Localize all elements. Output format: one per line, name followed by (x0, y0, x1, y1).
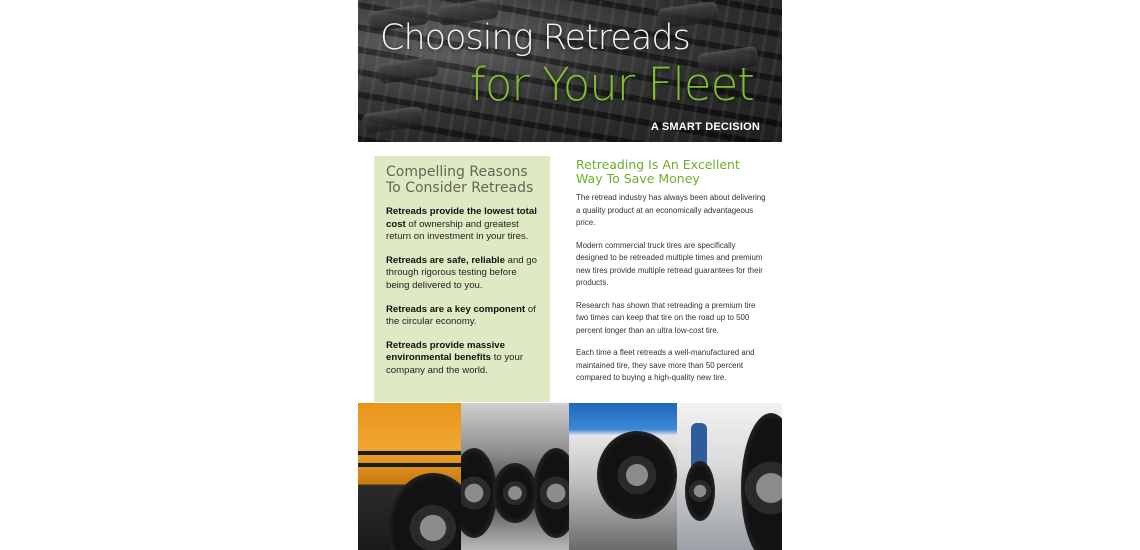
reasons-heading-line-2: To Consider Retreads (386, 180, 534, 196)
reason-bold: Retreads provide massive environmental benefits (386, 339, 505, 364)
tread-block (362, 106, 424, 134)
saving-heading-line-1: Retreading Is An Excellent (576, 157, 740, 172)
reason-text: of ownership and greatest return on investment in your tires. (386, 218, 529, 243)
bus-stripe (358, 463, 461, 467)
reason-bold: Retreads are a key component (386, 303, 526, 315)
bus-stripe (358, 451, 461, 455)
saving-paragraph: The retread industry has always been about delivering a quality product at an economically advantageous price. (576, 193, 766, 227)
brochure-page (358, 0, 782, 550)
saving-paragraph: Each time a fleet retreads a well-manufactured and maintained tire, they save more than 50 percent compared to buying a high-quality new tire. (576, 348, 755, 382)
tire-graphic (741, 413, 782, 550)
reason-item (386, 304, 538, 329)
trailer-tire-photo (569, 403, 677, 550)
reason-item (386, 255, 538, 293)
tire-graphic (597, 431, 677, 519)
reason-text: of the circular economy. (386, 303, 536, 328)
saving-heading-line-2: Way To Save Money (576, 171, 700, 186)
tire-graphic (685, 461, 715, 521)
reason-text: and go through rigorous testing before being delivered to you. (386, 254, 537, 291)
reason-bold: Retreads are safe, reliable (386, 254, 505, 266)
reasons-heading (386, 164, 538, 196)
reasons-heading-line-1: Compelling Reasons (386, 164, 528, 180)
saving-paragraph: Modern commercial truck tires are specifically designed to be retreaded multiple times and premium new tires provide multiple retread guarantees for their products. (576, 240, 763, 287)
saving-paragraph: Research has shown that retreading a premium tire two times can keep that tire on the road up to 500 percent longer than an ultra low-cost tire. (576, 300, 756, 335)
tire-graphic (461, 448, 497, 538)
reason-item (386, 340, 538, 378)
tire-technician-photo (677, 403, 782, 550)
header-banner (358, 0, 782, 142)
tire-graphic (493, 463, 537, 523)
reason-item (386, 206, 538, 244)
truck-underside-photo (461, 403, 569, 550)
tire-graphic (533, 448, 569, 538)
saving-column (576, 158, 766, 395)
saving-heading (576, 158, 766, 186)
reason-bold: Retreads provide the lowest total cost (386, 206, 537, 230)
reasons-box (374, 156, 550, 402)
reason-text: to your company and the world. (386, 352, 524, 376)
school-bus-photo (358, 403, 461, 550)
tagline: A SMART DECISION (650, 121, 760, 133)
tread-block (377, 56, 439, 84)
title-line-1: Choosing Retreads (380, 18, 690, 58)
tire-graphic (388, 473, 461, 550)
photo-strip (358, 403, 782, 550)
title-line-2: for Your Fleet (470, 58, 754, 111)
